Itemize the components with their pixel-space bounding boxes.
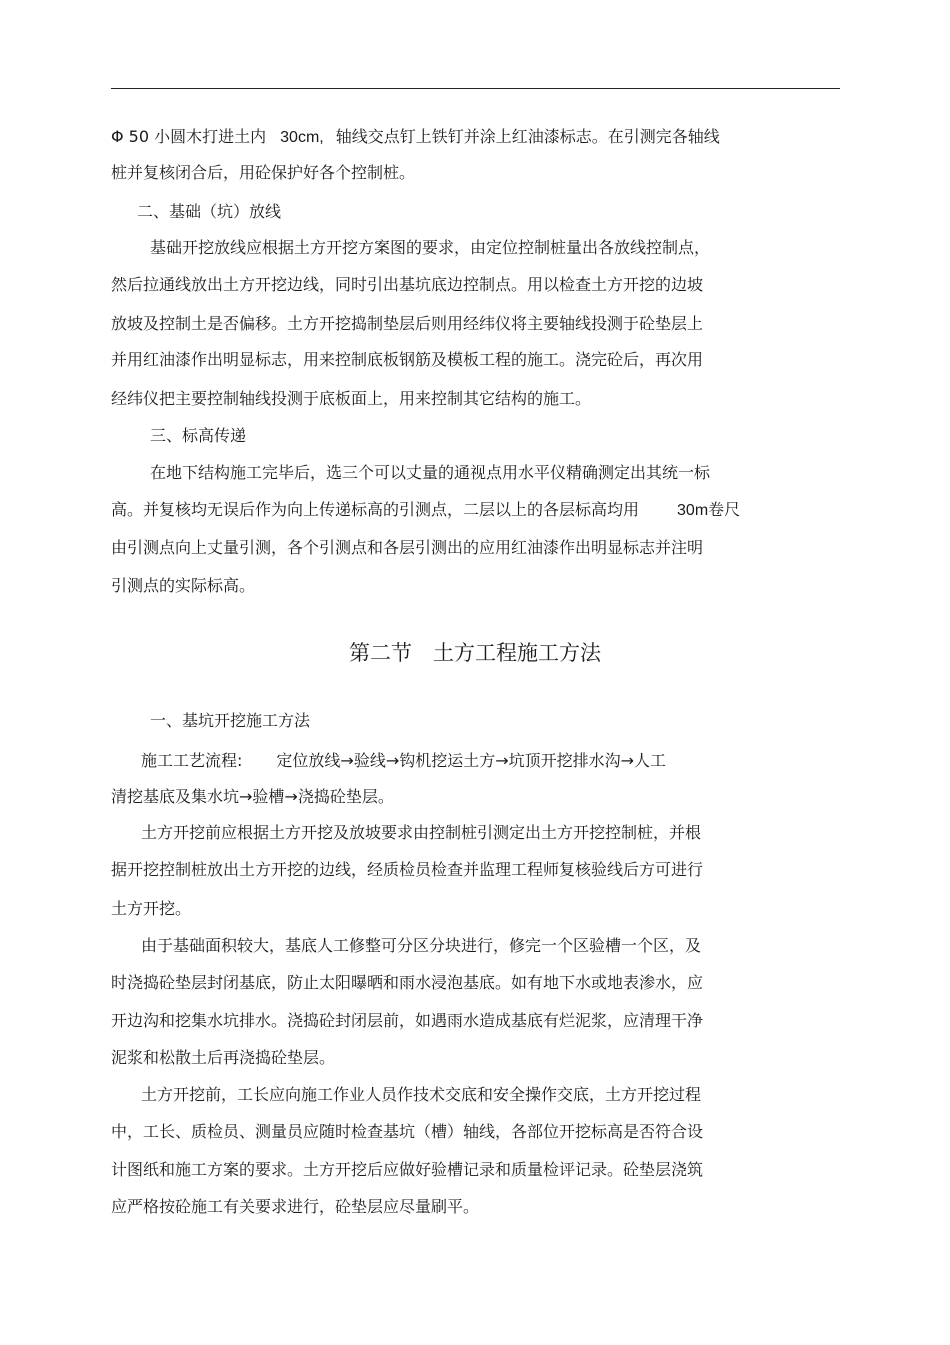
paragraph-line: 土方开挖前，工长应向施工作业人员作技术交底和安全操作交底，土方开挖过程 xyxy=(141,1085,702,1104)
header-rule xyxy=(111,88,840,89)
paragraph-line: 引测点的实际标高。 xyxy=(111,576,256,595)
paragraph-line: 中，工长、质检员、测量员应随时检查基坑（槽）轴线，各部位开挖标高是否符合设 xyxy=(111,1122,704,1141)
paragraph-line: 泥浆和松散土后再浇捣砼垫层。 xyxy=(111,1048,336,1067)
paragraph-line: 开边沟和挖集水坑排水。浇捣砼封闭层前，如遇雨水造成基底有烂泥浆，应清理干净 xyxy=(111,1011,704,1030)
paragraph-line xyxy=(111,500,740,521)
paragraph-line xyxy=(141,751,666,771)
paragraph-line xyxy=(111,127,720,148)
text-segment: 施工工艺流程: xyxy=(141,751,243,770)
subsection-heading: 三、标高传递 xyxy=(150,426,247,445)
paragraph-line: 经纬仪把主要控制轴线投测于底板面上，用来控制其它结构的施工。 xyxy=(111,389,592,408)
paragraph-line: 应严格按砼施工有关要求进行，砼垫层应尽量刷平。 xyxy=(111,1197,480,1216)
measurement-text: 30cm, xyxy=(280,129,324,146)
paragraph-line: 然后拉通线放出土方开挖边线，同时引出基坑底边控制点。用以检查土方开挖的边坡 xyxy=(111,275,704,294)
paragraph-line: 土方开挖前应根据土方开挖及放坡要求由控制桩引测定出土方开挖控制桩，并根 xyxy=(141,823,702,842)
subsection-heading: 二、基础（坑）放线 xyxy=(137,202,282,221)
paragraph-line: 桩并复核闭合后，用砼保护好各个控制桩。 xyxy=(111,163,416,182)
measurement-text: 30m卷尺 xyxy=(677,502,741,519)
paragraph-line: 土方开挖。 xyxy=(111,899,192,918)
paragraph-line: 在地下结构施工完毕后，选三个可以丈量的通视点用水平仪精确测定出其统一标 xyxy=(150,463,711,482)
paragraph-line: 据开挖控制桩放出土方开挖的边线，经质检员检查并监理工程师复核验线后方可进行 xyxy=(111,860,704,879)
text-segment: 定位放线→验线→钩机挖运土方→坑顶开挖排水沟→人工 xyxy=(276,751,667,770)
paragraph-line: 计图纸和施工方案的要求。土方开挖后应做好验槽记录和质量检评记录。砼垫层浇筑 xyxy=(111,1160,704,1179)
paragraph-line: 时浇捣砼垫层封闭基底，防止太阳曝晒和雨水浸泡基底。如有地下水或地表渗水，应 xyxy=(111,973,704,992)
paragraph-line: 基础开挖放线应根据土方开挖方案图的要求，由定位控制桩量出各放线控制点， xyxy=(150,238,711,257)
paragraph-line: 由于基础面积较大，基底人工修整可分区分块进行，修完一个区验槽一个区，及 xyxy=(141,936,702,955)
text-segment: 高。并复核均无误后作为向上传递标高的引测点，二层以上的各层标高均用 xyxy=(111,500,640,519)
paragraph-line: 放坡及控制土是否偏移。土方开挖捣制垫层后则用经纬仪将主要轴线投测于砼垫层上 xyxy=(111,314,704,333)
section-title: 第二节 土方工程施工方法 xyxy=(349,641,601,665)
text-segment: 轴线交点钉上铁钉并涂上红油漆标志。在引测完各轴线 xyxy=(335,127,720,146)
subsection-heading: 一、基坑开挖施工方法 xyxy=(150,711,311,730)
paragraph-line: 由引测点向上丈量引测，各个引测点和各层引测出的应用红油漆作出明显标志并注明 xyxy=(111,538,704,557)
paragraph-line: 并用红油漆作出明显标志，用来控制底板钢筋及模板工程的施工。浇完砼后，再次用 xyxy=(111,350,704,369)
text-segment: Φ 50 小圆木打进土内 xyxy=(111,127,267,146)
paragraph-line: 清挖基底及集水坑→验槽→浇捣砼垫层。 xyxy=(111,787,394,806)
